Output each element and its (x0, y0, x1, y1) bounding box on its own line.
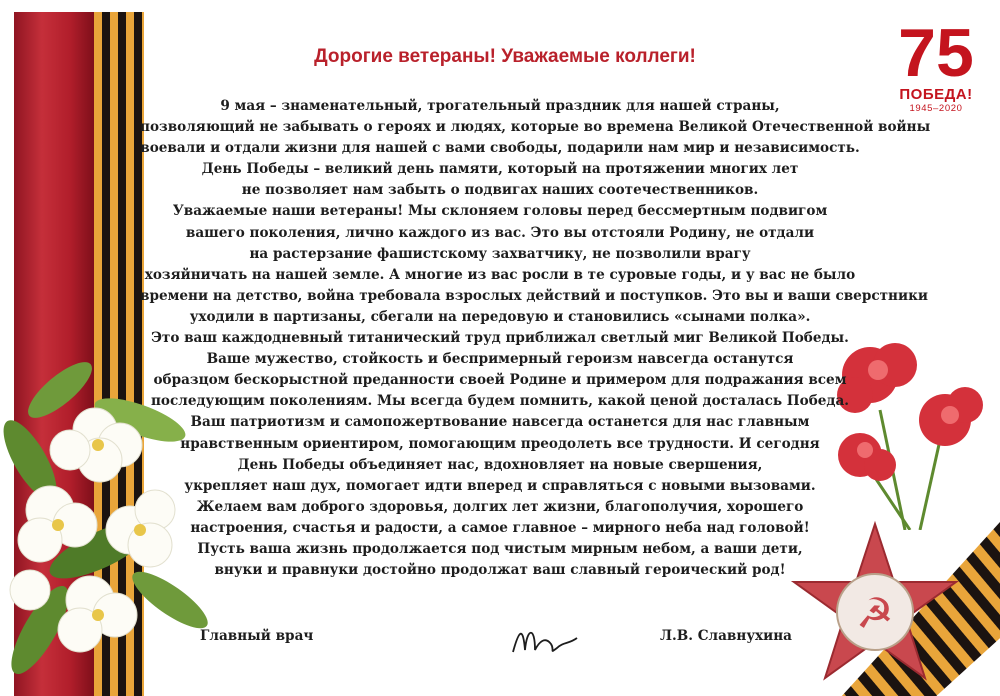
logo-years: 1945–2020 (909, 103, 963, 114)
body-line: воевали и отдали жизни для нашей с вами свободы, подарили нам мир и независимость. (140, 140, 860, 157)
letter-body (140, 96, 931, 581)
body-line: уходили в партизаны, сбегали на передовую и становились «сынами полка». (189, 308, 811, 325)
logo-75-icon (880, 14, 992, 84)
body-line: внуки и правнуки достойно продолжат ваш славный героический род! (214, 562, 786, 579)
letter-title: Дорогие ветераны! Уважаемые коллеги! (314, 46, 696, 67)
body-line: Уважаемые наши ветераны! Мы склоняем головы перед бессмертным подвигом (172, 203, 828, 220)
body-line: нравственным ориентиром, помогающим преодолеть все трудности. И сегодня (180, 435, 820, 452)
body-line: последующим поколениям. Мы всегда будем помнить, какой ценой досталась Победа. (150, 393, 850, 410)
body-line: на растерзание фашистскому захватчику, не позволили врагу (249, 245, 751, 262)
logo-victory-word: ПОБЕДА! (899, 86, 973, 103)
body-line: Ваше мужество, стойкость и беспримерный героизм навсегда останутся (206, 351, 794, 368)
victory-75-logo (880, 14, 992, 124)
body-line: Это ваш каждодневный титанический труд приближал светлый миг Великой Победы. (151, 330, 849, 347)
body-line: образцом бескорыстной преданности своей Родине и примером для подражания всем (153, 372, 847, 389)
body-line: позволяющий не забывать о героях и людях, которые во времена Великой Отечественной войны (140, 119, 931, 136)
signer-name: Л.В. Славнухина (660, 628, 792, 644)
body-line: Пусть ваша жизнь продолжается под чистым мирным небом, а ваши дети, (197, 540, 803, 557)
svg-text:☭: ☭ (856, 589, 894, 638)
body-line: вашего поколения, лично каждого из вас. Это вы отстояли Родину, не отдали (185, 224, 815, 241)
body-line: 9 мая – знаменательный, трогательный праздник для нашей страны, (220, 98, 780, 114)
body-line: Желаем вам доброго здоровья, долгих лет жизни, благополучия, хорошего (196, 498, 804, 515)
body-line: хозяйничать на нашей земле. А многие из вас росли в те суровые годы, и у вас не было (144, 266, 856, 283)
body-line: укрепляет наш дух, помогает идти вперед и справляться с новыми вызовами. (184, 477, 816, 494)
body-line: настроения, счастья и радости, а самое главное – мирного неба над головой! (190, 519, 810, 536)
handwritten-signature (505, 620, 585, 660)
body-line: Ваш патриотизм и самопожертвование навсегда останется для нас главным (190, 414, 810, 431)
body-line: не позволяет нам забыть о подвигах наших соотечественников. (241, 182, 759, 199)
body-line: День Победы – великий день памяти, который на протяжении многих лет (201, 161, 799, 178)
signer-position: Главный врач (200, 628, 314, 644)
body-line: День Победы объединяет нас, вдохновляет на новые свершения, (237, 456, 763, 473)
body-line: времени на детство, война требовала взрослых действий и поступков. Это вы и ваши сверстники (140, 287, 928, 304)
svg-text:75: 75 (898, 15, 974, 84)
